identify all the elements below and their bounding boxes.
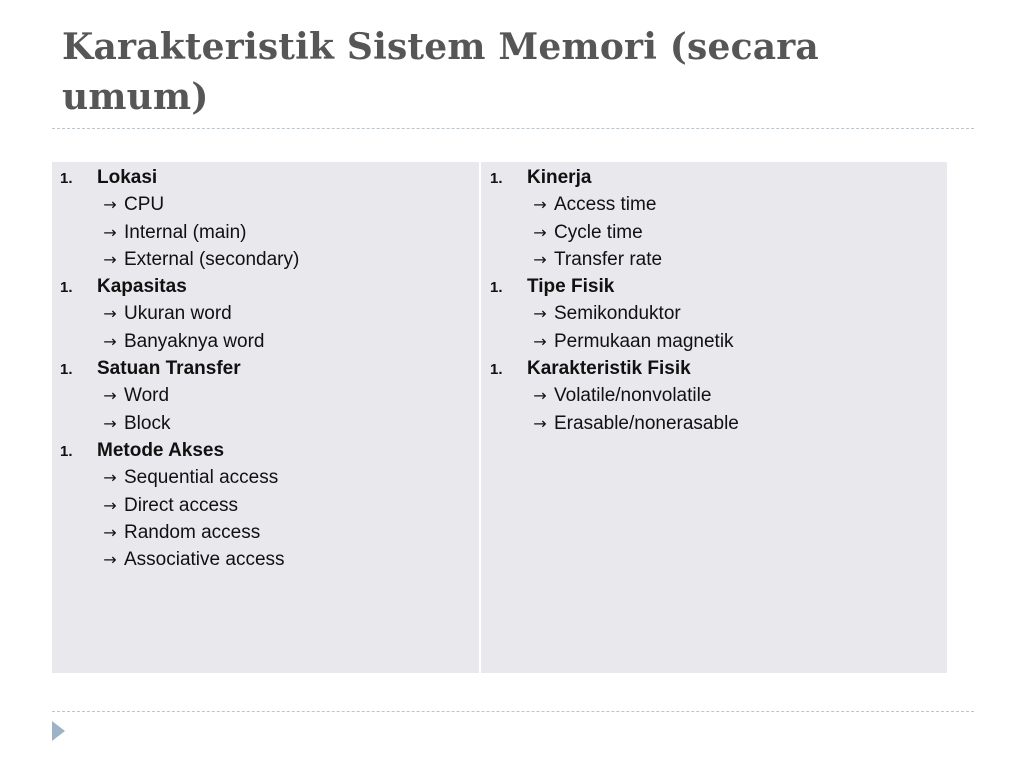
- right-arrow-icon: →: [103, 550, 117, 570]
- list-item-label: External (secondary): [124, 248, 300, 270]
- list-item-label: Permukaan magnetik: [554, 330, 734, 352]
- right-arrow-icon: →: [103, 522, 117, 542]
- list-item-label: Cycle time: [554, 221, 643, 243]
- section-heading-kapasitas: [60, 273, 479, 300]
- section-heading-metode-akses: [60, 437, 479, 464]
- section-heading-label: Metode Akses: [97, 439, 225, 461]
- section-heading-label: Tipe Fisik: [527, 276, 615, 298]
- right-column: [481, 162, 947, 673]
- list-item-associative-access: [60, 546, 479, 573]
- right-arrow-icon: →: [103, 468, 117, 488]
- list-item-label: Erasable/nonerasable: [554, 412, 739, 434]
- right-arrow-icon: →: [103, 413, 117, 433]
- list-item-label: Transfer rate: [554, 248, 663, 270]
- triangle-bullet-icon: [52, 721, 65, 741]
- right-arrow-icon: →: [533, 386, 547, 406]
- section-number: 1.: [490, 170, 503, 187]
- list-item-cycle-time: [490, 219, 947, 246]
- section-heading-label: Kinerja: [527, 167, 592, 188]
- list-item-external-secondary: [60, 246, 479, 273]
- right-arrow-icon: →: [103, 222, 117, 242]
- section-heading-label: Kapasitas: [97, 276, 187, 298]
- list-item-direct-access: [60, 492, 479, 519]
- right-arrow-icon: →: [533, 304, 547, 324]
- list-item-internal-main: [60, 219, 479, 246]
- section-number: 1.: [60, 361, 73, 379]
- right-arrow-icon: →: [533, 331, 547, 351]
- section-heading-label: Lokasi: [97, 167, 158, 188]
- list-item-label: Sequential access: [124, 467, 279, 489]
- list-item-label: Word: [124, 385, 170, 407]
- list-item-label: Volatile/nonvolatile: [554, 385, 712, 407]
- list-item-cpu: [60, 191, 479, 218]
- right-arrow-icon: →: [533, 195, 547, 215]
- list-item-banyaknya-word: [60, 328, 479, 355]
- list-item-transfer-rate: [490, 246, 947, 273]
- list-item-ukuran-word: [60, 300, 479, 327]
- section-heading-tipe-fisik: [490, 273, 947, 300]
- section-heading-lokasi: [60, 164, 479, 191]
- section-number: 1.: [490, 279, 503, 297]
- list-item-label: Direct access: [124, 494, 239, 516]
- section-number: 1.: [60, 279, 73, 297]
- list-item-label: Internal (main): [124, 221, 247, 243]
- section-heading-label: Karakteristik Fisik: [527, 358, 691, 380]
- list-item-label: Semikonduktor: [554, 303, 681, 325]
- title-divider: [52, 128, 974, 129]
- list-item-label: Associative access: [124, 549, 285, 571]
- section-heading-karakteristik-fisik: [490, 355, 947, 382]
- list-item-erasable-nonerasable: [490, 410, 947, 437]
- slide-title: Karakteristik Sistem Memori (secara umum): [62, 26, 819, 118]
- list-item-label: Block: [124, 412, 171, 434]
- list-item-random-access: [60, 519, 479, 546]
- left-column: [52, 162, 481, 673]
- right-arrow-icon: →: [533, 413, 547, 433]
- list-item-access-time: [490, 191, 947, 218]
- list-item-volatile-nonvolatile: [490, 382, 947, 409]
- right-arrow-icon: →: [103, 249, 117, 269]
- list-item-label: Ukuran word: [124, 303, 232, 325]
- right-arrow-icon: →: [103, 195, 117, 215]
- right-arrow-icon: →: [103, 495, 117, 515]
- section-number: 1.: [60, 442, 73, 460]
- section-heading-kinerja: [490, 164, 947, 191]
- list-item-semikonduktor: [490, 300, 947, 327]
- section-heading-label: Satuan Transfer: [97, 358, 241, 380]
- list-item-sequential-access: [60, 464, 479, 491]
- list-item-word: [60, 382, 479, 409]
- content-table: [52, 162, 947, 673]
- list-item-permukaan-magnetik: [490, 328, 947, 355]
- right-arrow-icon: →: [103, 386, 117, 406]
- section-heading-satuan-transfer: [60, 355, 479, 382]
- list-item-label: Banyaknya word: [124, 330, 265, 352]
- right-arrow-icon: →: [533, 222, 547, 242]
- section-number: 1.: [490, 361, 503, 379]
- list-item-block: [60, 410, 479, 437]
- list-item-label: CPU: [124, 194, 165, 216]
- list-item-label: Random access: [124, 521, 261, 543]
- right-arrow-icon: →: [533, 249, 547, 269]
- list-item-label: Access time: [554, 194, 657, 216]
- section-number: 1.: [60, 170, 73, 187]
- right-arrow-icon: →: [103, 304, 117, 324]
- right-arrow-icon: →: [103, 331, 117, 351]
- footer-divider: [52, 711, 974, 712]
